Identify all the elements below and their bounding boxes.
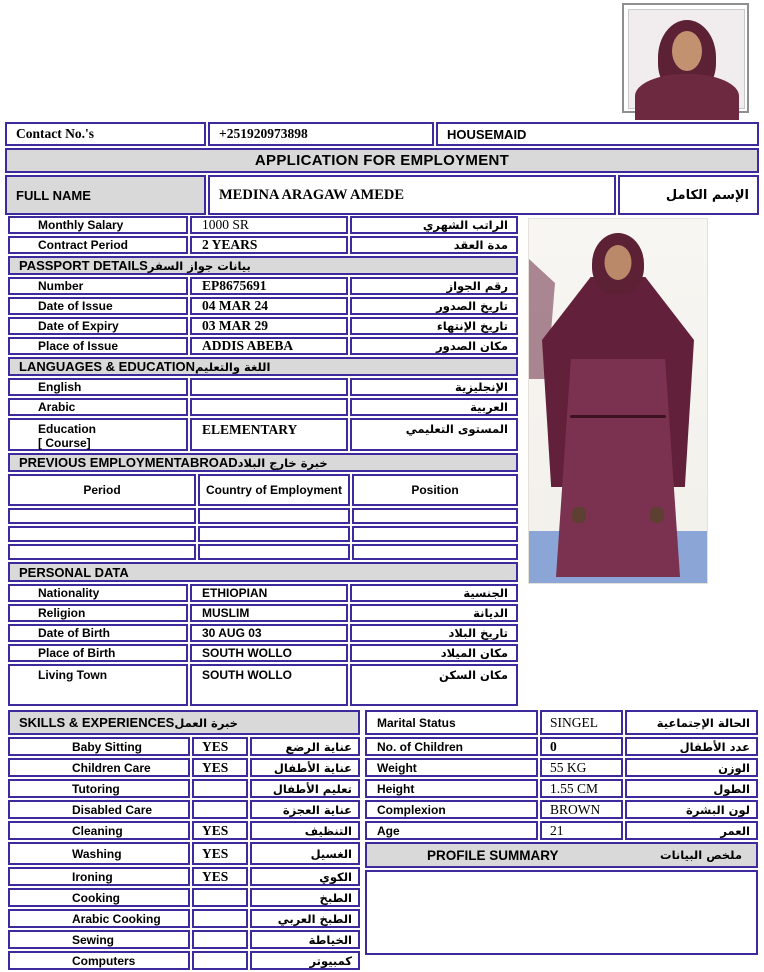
skill-row <box>8 842 360 865</box>
education-label <box>8 418 188 451</box>
previous-employment-header <box>8 453 518 472</box>
previous-employment-header-row <box>8 453 518 472</box>
complexion-value: BROWN <box>540 800 623 819</box>
previous-employment-header-en: PREVIOUS EMPLOYMENTABROAD <box>19 455 238 470</box>
table-row <box>8 398 518 416</box>
washing-arabic: الغسيل <box>250 842 360 865</box>
baby-sitting-label: Baby Sitting <box>8 737 190 756</box>
skill-row <box>8 909 360 928</box>
position-column-header: Position <box>352 474 518 506</box>
date-of-expiry-value: 03 MAR 29 <box>190 317 348 335</box>
empty-cell <box>352 544 518 560</box>
period-column-header: Period <box>8 474 196 506</box>
sewing-value <box>192 930 248 949</box>
place-of-birth-arabic: مكان الميلاد <box>350 644 518 662</box>
full-name-label: FULL NAME <box>5 175 206 215</box>
photo-belt-shape <box>570 415 666 418</box>
personal-data-header: PERSONAL DATA <box>8 562 518 582</box>
contact-row <box>5 122 759 146</box>
job-title: HOUSEMAID <box>436 122 759 146</box>
cleaning-arabic: التنظيف <box>250 821 360 840</box>
status-row <box>365 800 758 819</box>
height-value: 1.55 CM <box>540 779 623 798</box>
place-of-birth-value: SOUTH WOLLO <box>190 644 348 662</box>
arabic-cooking-value <box>192 909 248 928</box>
full-name-row <box>5 175 759 215</box>
nationality-arabic: الجنسية <box>350 584 518 602</box>
personal-data-header-row <box>8 562 518 582</box>
passport-photo <box>628 9 745 109</box>
marital-status-value: SINGEL <box>540 710 623 735</box>
previous-employment-empty-row <box>8 508 518 524</box>
skill-row <box>8 758 360 777</box>
complexion-arabic: لون البشرة <box>625 800 758 819</box>
date-of-issue-value: 04 MAR 24 <box>190 297 348 315</box>
disabled-care-value <box>192 800 248 819</box>
tutoring-value <box>192 779 248 798</box>
details-table <box>8 216 518 708</box>
living-town-arabic: مكان السكن <box>350 664 518 706</box>
weight-value: 55 KG <box>540 758 623 777</box>
date-of-issue-label: Date of Issue <box>8 297 188 315</box>
contact-number: +251920973898 <box>208 122 434 146</box>
skill-row <box>8 867 360 886</box>
monthly-salary-arabic: الراتب الشهري <box>350 216 518 234</box>
marital-status-label: Marital Status <box>365 710 538 735</box>
english-label: English <box>8 378 188 396</box>
marital-status-row <box>365 710 758 735</box>
photo-face-shape <box>672 31 702 71</box>
previous-employment-empty-row <box>8 544 518 560</box>
empty-cell <box>198 508 350 524</box>
table-row <box>8 297 518 315</box>
skill-row <box>8 888 360 907</box>
ironing-value: YES <box>192 867 248 886</box>
table-row <box>8 236 518 254</box>
empty-cell <box>8 508 196 524</box>
washing-label: Washing <box>8 842 190 865</box>
table-row <box>8 277 518 295</box>
arabic-value <box>190 398 348 416</box>
status-row <box>365 779 758 798</box>
place-of-issue-arabic: مكان الصدور <box>350 337 518 355</box>
place-of-issue-value: ADDIS ABEBA <box>190 337 348 355</box>
full-name-label-arabic: الإسم الكامل <box>618 175 759 215</box>
tutoring-arabic: تعليم الأطفال <box>250 779 360 798</box>
date-of-issue-arabic: تاريخ الصدور <box>350 297 518 315</box>
profile-summary-header-row <box>365 842 758 868</box>
skill-row <box>8 821 360 840</box>
photo-dress-shape <box>556 359 680 577</box>
cooking-label: Cooking <box>8 888 190 907</box>
table-row <box>8 644 518 662</box>
religion-label: Religion <box>8 604 188 622</box>
height-label: Height <box>365 779 538 798</box>
computers-label: Computers <box>8 951 190 970</box>
computers-value <box>192 951 248 970</box>
table-row <box>8 216 518 234</box>
previous-employment-columns-row <box>8 474 518 506</box>
weight-label: Weight <box>365 758 538 777</box>
profile-summary-en: PROFILE SUMMARY <box>427 847 559 863</box>
date-of-expiry-label: Date of Expiry <box>8 317 188 335</box>
contract-period-arabic: مدة العقد <box>350 236 518 254</box>
education-label-line1: Education <box>38 422 97 436</box>
date-of-birth-arabic: تاريخ البلاد <box>350 624 518 642</box>
status-row <box>365 758 758 777</box>
skills-header-en: SKILLS & EXPERIENCES <box>19 715 175 730</box>
living-town-value: SOUTH WOLLO <box>190 664 348 706</box>
skill-row <box>8 800 360 819</box>
washing-value: YES <box>192 842 248 865</box>
education-arabic: المستوى التعليمي <box>350 418 518 451</box>
english-arabic: الإنجليزية <box>350 378 518 396</box>
ironing-arabic: الكوي <box>250 867 360 886</box>
ironing-label: Ironing <box>8 867 190 886</box>
religion-value: MUSLIM <box>190 604 348 622</box>
status-table <box>365 710 758 957</box>
contract-period-value: 2 YEARS <box>190 236 348 254</box>
date-of-birth-value: 30 AUG 03 <box>190 624 348 642</box>
passport-number-value: EP8675691 <box>190 277 348 295</box>
passport-section-header-row <box>8 256 518 275</box>
skill-row <box>8 737 360 756</box>
profile-summary-arabic: ملخص البيانات <box>660 848 742 862</box>
previous-employment-empty-row <box>8 526 518 542</box>
status-row <box>365 821 758 840</box>
status-row <box>365 737 758 756</box>
full-length-photo <box>529 219 707 583</box>
education-value: ELEMENTARY <box>190 418 348 451</box>
passport-photo-frame <box>622 3 749 113</box>
living-town-label: Living Town <box>8 664 188 706</box>
disabled-care-label: Disabled Care <box>8 800 190 819</box>
empty-cell <box>8 544 196 560</box>
religion-arabic: الديانة <box>350 604 518 622</box>
form-title-row <box>5 148 759 173</box>
complexion-label: Complexion <box>365 800 538 819</box>
profile-summary-header <box>365 842 758 868</box>
baby-sitting-value: YES <box>192 737 248 756</box>
table-row <box>8 337 518 355</box>
skills-header <box>8 710 360 735</box>
table-row <box>8 584 518 602</box>
languages-section-header-row <box>8 357 518 376</box>
empty-cell <box>198 526 350 542</box>
contact-label: Contact No.'s <box>5 122 206 146</box>
height-arabic: الطول <box>625 779 758 798</box>
photo-hands-shape <box>572 507 664 523</box>
children-care-value: YES <box>192 758 248 777</box>
photo-face-shape <box>605 245 632 280</box>
contract-period-label: Contract Period <box>8 236 188 254</box>
arabic-cooking-label: Arabic Cooking <box>8 909 190 928</box>
empty-cell <box>8 526 196 542</box>
previous-employment-header-arabic: خبرة خارج البلاد <box>237 455 328 470</box>
english-value <box>190 378 348 396</box>
tutoring-label: Tutoring <box>8 779 190 798</box>
arabic-arabic: العربية <box>350 398 518 416</box>
cooking-arabic: الطبخ <box>250 888 360 907</box>
photo-shoulders-shape <box>635 74 739 120</box>
monthly-salary-value: 1000 SR <box>190 216 348 234</box>
marital-status-arabic: الحالة الإجتماعية <box>625 710 758 735</box>
form-header-table <box>5 122 759 217</box>
place-of-issue-label: Place of Issue <box>8 337 188 355</box>
arabic-label: Arabic <box>8 398 188 416</box>
children-care-arabic: عناية الأطفال <box>250 758 360 777</box>
children-count-value: 0 <box>540 737 623 756</box>
sewing-label: Sewing <box>8 930 190 949</box>
skills-header-row <box>8 710 360 735</box>
empty-cell <box>352 526 518 542</box>
skill-row <box>8 951 360 970</box>
children-count-arabic: عدد الأطفال <box>625 737 758 756</box>
profile-summary-box-row <box>365 870 758 955</box>
sewing-arabic: الخياطة <box>250 930 360 949</box>
date-of-birth-label: Date of Birth <box>8 624 188 642</box>
country-column-header: Country of Employment <box>198 474 350 506</box>
passport-number-arabic: رقم الجواز <box>350 277 518 295</box>
skills-header-arabic: خبرة العمل <box>174 715 238 730</box>
table-row <box>8 604 518 622</box>
skills-table <box>8 710 360 972</box>
children-count-label: No. of Children <box>365 737 538 756</box>
nationality-label: Nationality <box>8 584 188 602</box>
nationality-value: ETHIOPIAN <box>190 584 348 602</box>
cooking-value <box>192 888 248 907</box>
table-row <box>8 378 518 396</box>
table-row <box>8 317 518 335</box>
baby-sitting-arabic: عناية الرضع <box>250 737 360 756</box>
age-value: 21 <box>540 821 623 840</box>
skill-row <box>8 779 360 798</box>
form-title: APPLICATION FOR EMPLOYMENT <box>5 148 759 173</box>
table-row <box>8 624 518 642</box>
table-row <box>8 418 518 451</box>
empty-cell <box>198 544 350 560</box>
skill-row <box>8 930 360 949</box>
cleaning-label: Cleaning <box>8 821 190 840</box>
computers-arabic: كمبيوتر <box>250 951 360 970</box>
disabled-care-arabic: عناية العجزة <box>250 800 360 819</box>
age-arabic: العمر <box>625 821 758 840</box>
weight-arabic: الوزن <box>625 758 758 777</box>
languages-header-en: LANGUAGES & EDUCATION <box>19 359 195 374</box>
children-care-label: Children Care <box>8 758 190 777</box>
passport-header-en: PASSPORT DETAILS <box>19 258 148 273</box>
languages-section-header <box>8 357 518 376</box>
full-name-value: MEDINA ARAGAW AMEDE <box>208 175 616 215</box>
arabic-cooking-arabic: الطبخ العربي <box>250 909 360 928</box>
education-label-line2: [ Course] <box>38 436 91 450</box>
date-of-expiry-arabic: تاريخ الإنتهاء <box>350 317 518 335</box>
passport-number-label: Number <box>8 277 188 295</box>
profile-summary-box <box>365 870 758 955</box>
passport-header-arabic: بيانات جواز السفر <box>147 258 251 273</box>
cleaning-value: YES <box>192 821 248 840</box>
age-label: Age <box>365 821 538 840</box>
monthly-salary-label: Monthly Salary <box>8 216 188 234</box>
passport-section-header <box>8 256 518 275</box>
languages-header-arabic: اللغة والتعليم <box>194 359 271 374</box>
table-row <box>8 664 518 706</box>
empty-cell <box>352 508 518 524</box>
place-of-birth-label: Place of Birth <box>8 644 188 662</box>
